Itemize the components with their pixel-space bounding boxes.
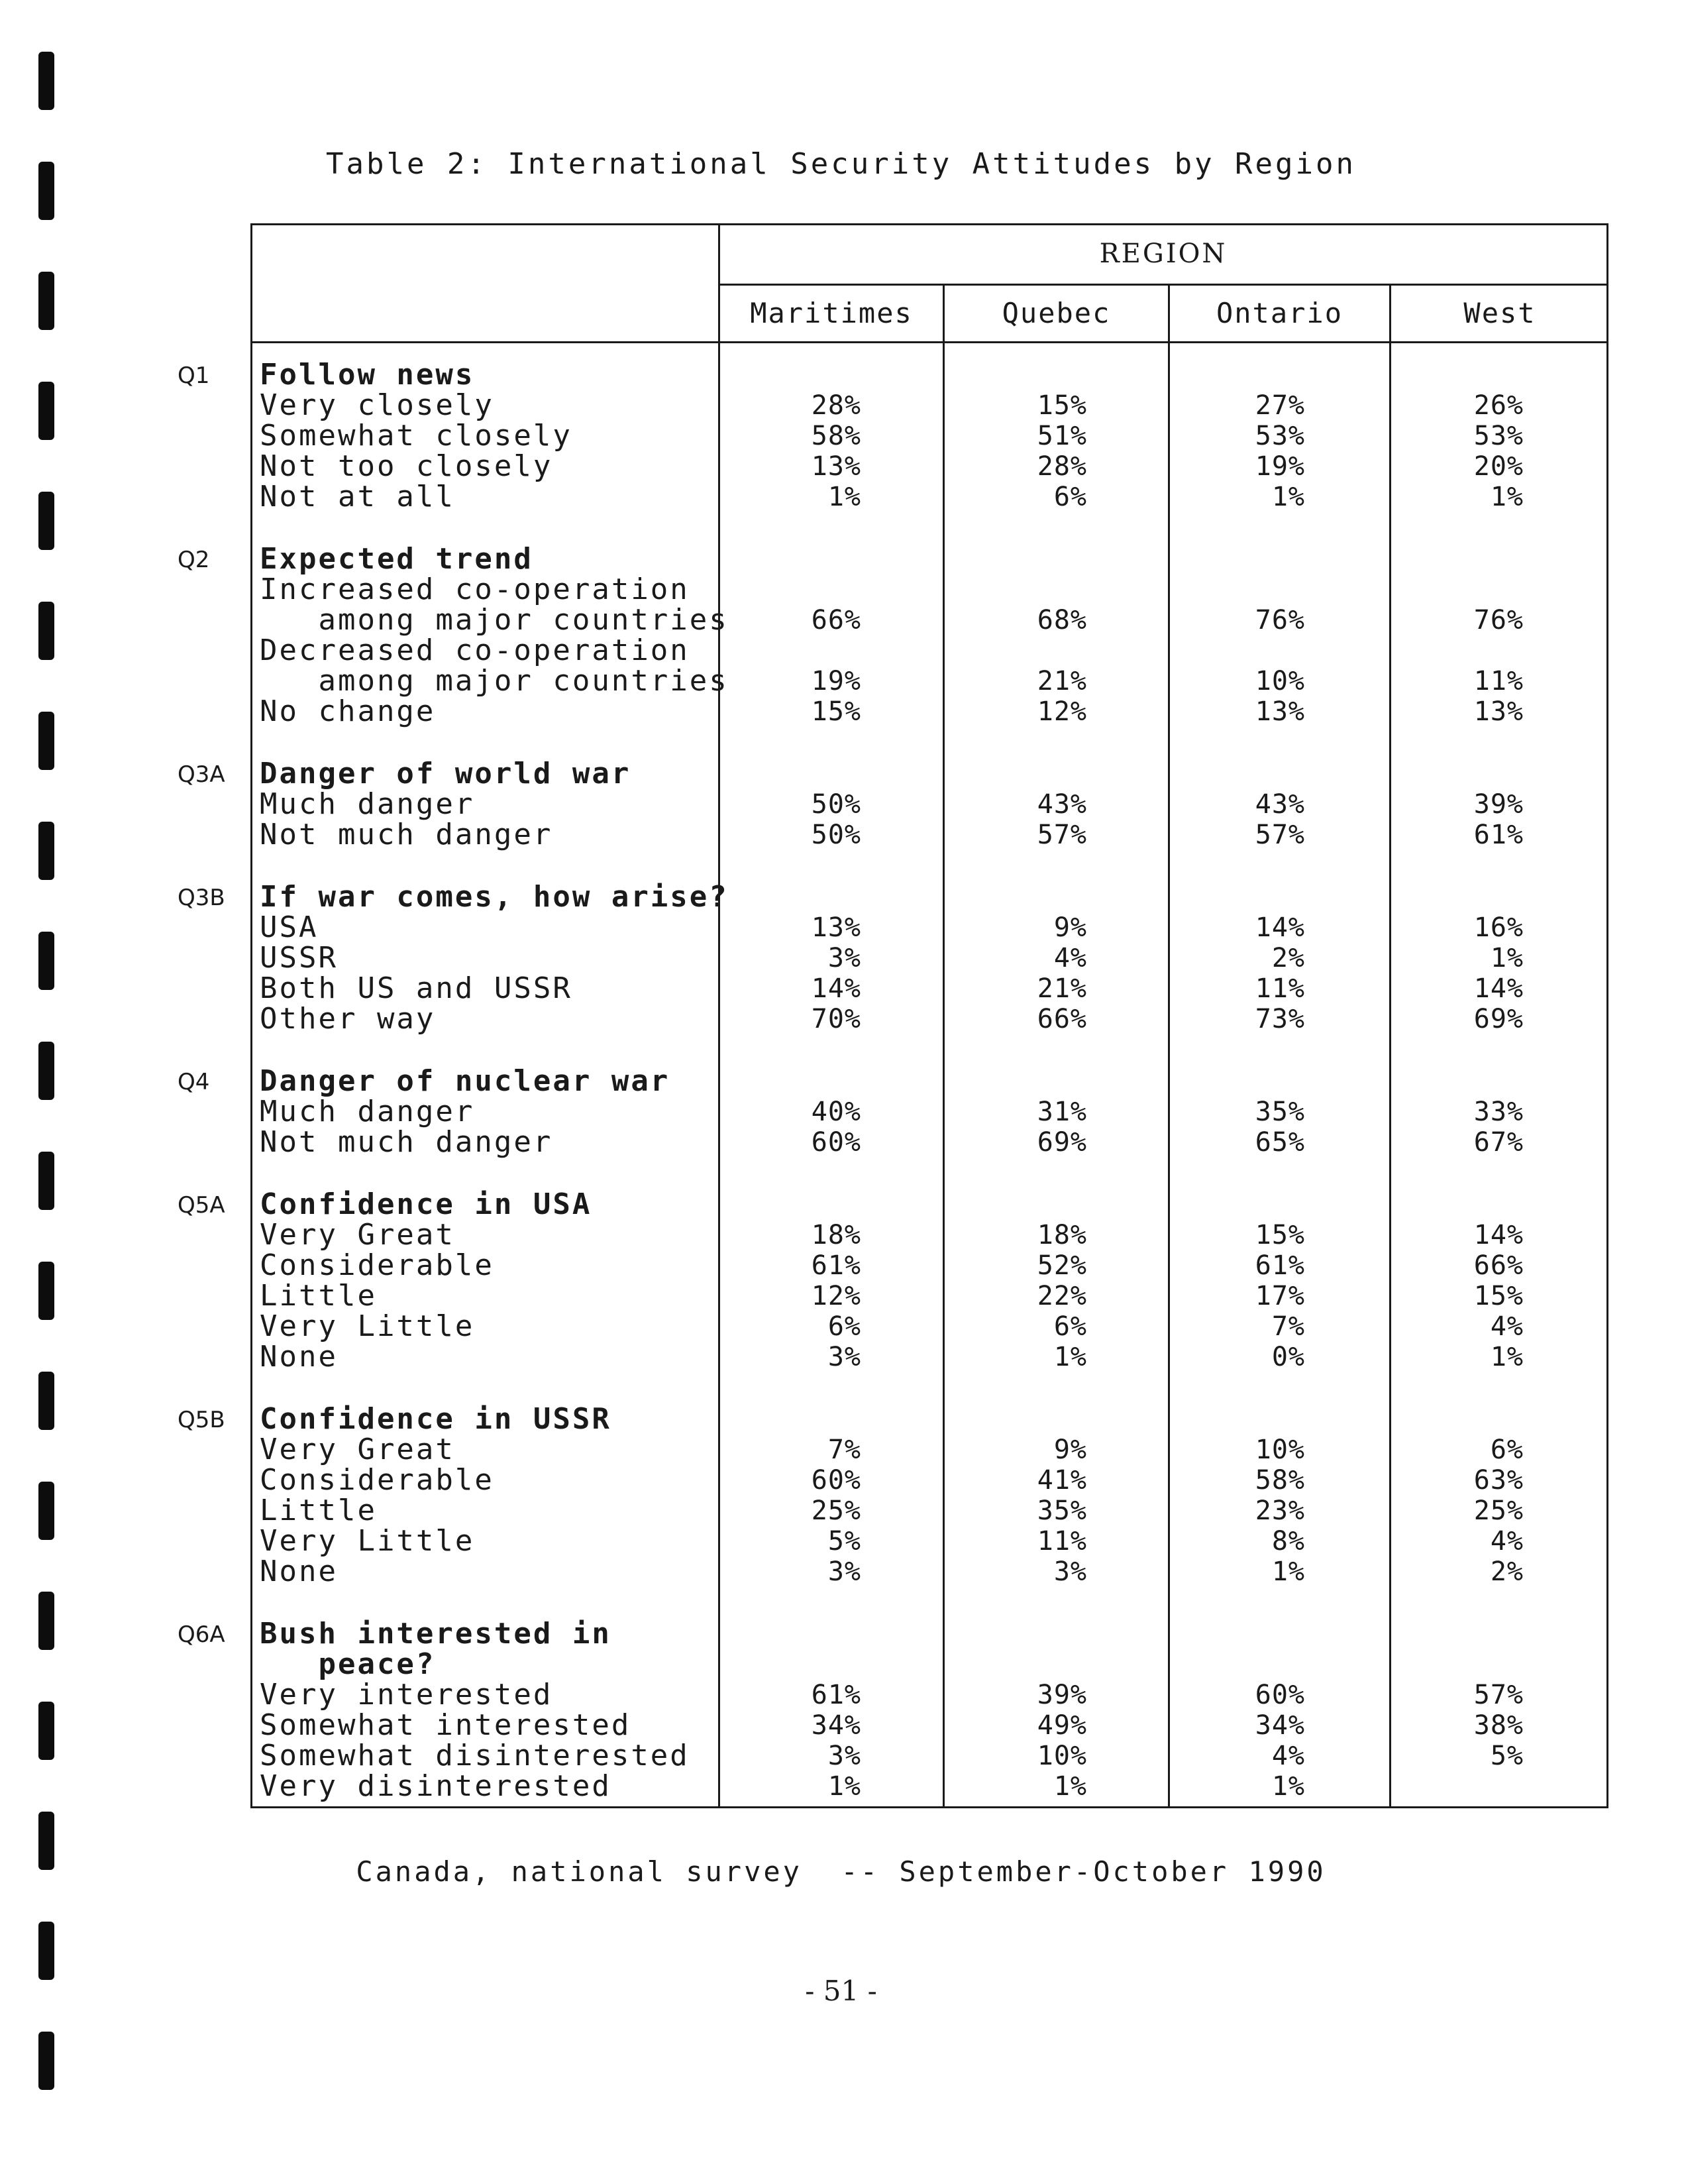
binding-hole: [38, 1262, 54, 1320]
binding-hole: [38, 712, 54, 770]
table-cell: 6%: [1053, 1311, 1087, 1342]
table-cell: 3%: [827, 943, 861, 973]
table-cell: 4%: [1490, 1526, 1524, 1556]
table-cell: 13%: [811, 912, 861, 943]
table-cell: 11%: [1473, 666, 1524, 696]
header-divider: [718, 284, 1608, 286]
table-cell: 35%: [1255, 1097, 1305, 1127]
table-cell: 61%: [811, 1680, 861, 1710]
table-cell: 3%: [1053, 1556, 1087, 1587]
table-cell: 40%: [811, 1097, 861, 1127]
table-cell: 70%: [811, 1004, 861, 1034]
section-heading: peace?: [260, 1647, 436, 1681]
table-cell: 11%: [1037, 1526, 1087, 1556]
table-cell: 69%: [1037, 1127, 1087, 1158]
survey-footnote: Canada, national survey -- September-October 1990: [356, 1855, 1326, 1888]
table-cell: 3%: [827, 1556, 861, 1587]
table-cell: 7%: [827, 1435, 861, 1465]
table-cell: 9%: [1053, 1435, 1087, 1465]
table-cell: 1%: [1490, 943, 1524, 973]
column-divider: [1168, 285, 1170, 1808]
table-cell: 1%: [827, 1771, 861, 1802]
table-cell: 19%: [811, 666, 861, 696]
table-cell: 1%: [1053, 1342, 1087, 1372]
row-label: Not too closely: [260, 449, 553, 483]
question-id: Q3B: [178, 885, 225, 911]
table-cell: 5%: [1490, 1741, 1524, 1771]
table-cell: 4%: [1271, 1741, 1305, 1771]
row-label: Considerable: [260, 1248, 494, 1282]
question-id: Q3A: [178, 761, 225, 788]
row-label: Not much danger: [260, 1125, 553, 1159]
table-cell: 66%: [1473, 1250, 1524, 1281]
table-cell: 58%: [1255, 1465, 1305, 1496]
table-cell: 63%: [1473, 1465, 1524, 1496]
section-heading: Follow news: [260, 358, 475, 392]
table-cell: 25%: [1473, 1496, 1524, 1526]
table-cell: 1%: [1053, 1771, 1087, 1802]
table-cell: 66%: [811, 605, 861, 635]
section-heading: Danger of world war: [260, 757, 631, 791]
table-cell: 35%: [1037, 1496, 1087, 1526]
row-label: USSR: [260, 941, 338, 975]
binding-hole: [38, 2032, 54, 2090]
region-heading: REGION: [1099, 239, 1228, 269]
row-label: None: [260, 1340, 338, 1374]
table-cell: 21%: [1037, 973, 1087, 1004]
page-number: - 51 -: [805, 1975, 877, 2007]
binding-hole: [38, 932, 54, 990]
table-cell: 3%: [827, 1741, 861, 1771]
table-cell: 15%: [1037, 390, 1087, 421]
row-label: Very Little: [260, 1524, 475, 1558]
binding-hole: [38, 1152, 54, 1210]
table-cell: 15%: [1255, 1220, 1305, 1250]
table-cell: 26%: [1473, 390, 1524, 421]
table-cell: 18%: [1037, 1220, 1087, 1250]
table-cell: 4%: [1053, 943, 1087, 973]
table-cell: 69%: [1473, 1004, 1524, 1034]
table-cell: 20%: [1473, 451, 1524, 482]
row-label: Much danger: [260, 1095, 475, 1128]
binding-hole: [38, 492, 54, 550]
table-cell: 12%: [811, 1281, 861, 1311]
table-cell: 31%: [1037, 1097, 1087, 1127]
column-header-ontario: Ontario: [1216, 297, 1343, 329]
table-title: Table 2: International Security Attitudes by Region: [325, 147, 1356, 181]
header-divider: [250, 341, 1608, 343]
question-id: Q5A: [178, 1192, 225, 1219]
row-label: Considerable: [260, 1463, 494, 1497]
table-cell: 10%: [1255, 666, 1305, 696]
table-cell: 14%: [1255, 912, 1305, 943]
table-cell: 10%: [1037, 1741, 1087, 1771]
row-label: Both US and USSR: [260, 971, 572, 1005]
row-label: Not at all: [260, 480, 455, 514]
row-label: among major countries: [260, 603, 729, 637]
section-heading: Confidence in USA: [260, 1187, 592, 1221]
table-cell: 1%: [1490, 482, 1524, 512]
table-cell: 6%: [1053, 482, 1087, 512]
row-label: Increased co-operation: [260, 573, 690, 606]
table-cell: 39%: [1473, 789, 1524, 820]
row-label: None: [260, 1555, 338, 1588]
table-cell: 73%: [1255, 1004, 1305, 1034]
column-divider: [943, 285, 945, 1808]
table-cell: 2%: [1271, 943, 1305, 973]
table-cell: 53%: [1473, 421, 1524, 451]
table-cell: 14%: [1473, 973, 1524, 1004]
table-cell: 10%: [1255, 1435, 1305, 1465]
table-cell: 57%: [1037, 820, 1087, 850]
row-label: Very interested: [260, 1678, 553, 1712]
table-cell: 22%: [1037, 1281, 1087, 1311]
section-heading: Danger of nuclear war: [260, 1064, 670, 1098]
table-cell: 23%: [1255, 1496, 1305, 1526]
table-cell: 0%: [1271, 1342, 1305, 1372]
table-cell: 34%: [1255, 1710, 1305, 1741]
table-cell: 57%: [1255, 820, 1305, 850]
row-label: No change: [260, 694, 436, 728]
table-cell: 38%: [1473, 1710, 1524, 1741]
table-cell: 61%: [1473, 820, 1524, 850]
table-cell: 5%: [827, 1526, 861, 1556]
table-cell: 39%: [1037, 1680, 1087, 1710]
table-cell: 51%: [1037, 421, 1087, 451]
table-cell: 76%: [1473, 605, 1524, 635]
table-cell: 12%: [1037, 696, 1087, 727]
table-cell: 61%: [811, 1250, 861, 1281]
binding-hole: [38, 602, 54, 660]
row-label: Somewhat disinterested: [260, 1739, 690, 1773]
column-header-quebec: Quebec: [1002, 297, 1111, 329]
table-cell: 60%: [811, 1465, 861, 1496]
table-cell: 60%: [1255, 1680, 1305, 1710]
table-cell: 7%: [1271, 1311, 1305, 1342]
table-cell: 50%: [811, 789, 861, 820]
binding-hole: [38, 822, 54, 880]
row-label: Somewhat closely: [260, 419, 572, 453]
table-cell: 49%: [1037, 1710, 1087, 1741]
row-label: Very Great: [260, 1433, 455, 1466]
binding-hole: [38, 1702, 54, 1760]
table-cell: 61%: [1255, 1250, 1305, 1281]
table-cell: 13%: [1255, 696, 1305, 727]
table-cell: 58%: [811, 421, 861, 451]
table-cell: 27%: [1255, 390, 1305, 421]
row-label: Decreased co-operation: [260, 633, 690, 667]
table-cell: 13%: [1473, 696, 1524, 727]
table-cell: 18%: [811, 1220, 861, 1250]
table-cell: 14%: [1473, 1220, 1524, 1250]
table-cell: 15%: [811, 696, 861, 727]
table-cell: 66%: [1037, 1004, 1087, 1034]
row-label: Not much danger: [260, 818, 553, 851]
table-cell: 76%: [1255, 605, 1305, 635]
row-label: Other way: [260, 1002, 436, 1036]
table-cell: 50%: [811, 820, 861, 850]
table-cell: 17%: [1255, 1281, 1305, 1311]
table-cell: 4%: [1490, 1311, 1524, 1342]
section-heading: If war comes, how arise?: [260, 880, 729, 914]
table-cell: 1%: [827, 482, 861, 512]
binding-hole: [38, 52, 54, 110]
table-cell: 34%: [811, 1710, 861, 1741]
section-heading: Bush interested in: [260, 1617, 611, 1651]
table-cell: 3%: [827, 1342, 861, 1372]
section-heading: Confidence in USSR: [260, 1402, 611, 1436]
table-cell: 57%: [1473, 1680, 1524, 1710]
column-divider: [718, 223, 720, 1808]
table-cell: 33%: [1473, 1097, 1524, 1127]
question-id: Q1: [178, 362, 210, 389]
table-cell: 6%: [827, 1311, 861, 1342]
row-label: Little: [260, 1494, 377, 1527]
column-divider: [1389, 285, 1391, 1808]
question-id: Q2: [178, 547, 210, 573]
binding-hole: [38, 382, 54, 440]
binding-hole: [38, 1592, 54, 1650]
table-cell: 1%: [1490, 1342, 1524, 1372]
binding-hole: [38, 1372, 54, 1430]
table-cell: 43%: [1255, 789, 1305, 820]
table-cell: 67%: [1473, 1127, 1524, 1158]
question-id: Q6A: [178, 1621, 225, 1648]
table-cell: 11%: [1255, 973, 1305, 1004]
table-cell: 13%: [811, 451, 861, 482]
table-cell: 21%: [1037, 666, 1087, 696]
column-header-west: West: [1463, 297, 1536, 329]
column-header-maritimes: Maritimes: [750, 297, 913, 329]
table-cell: 65%: [1255, 1127, 1305, 1158]
table-cell: 15%: [1473, 1281, 1524, 1311]
binding-hole: [38, 272, 54, 330]
table-cell: 53%: [1255, 421, 1305, 451]
table-cell: 28%: [811, 390, 861, 421]
row-label: Very disinterested: [260, 1769, 611, 1803]
row-label: Somewhat interested: [260, 1708, 631, 1742]
table-cell: 43%: [1037, 789, 1087, 820]
section-heading: Expected trend: [260, 542, 533, 576]
table-cell: 2%: [1490, 1556, 1524, 1587]
table-cell: 28%: [1037, 451, 1087, 482]
question-id: Q5B: [178, 1407, 225, 1433]
row-label: Much danger: [260, 787, 475, 821]
table-cell: 14%: [811, 973, 861, 1004]
binding-hole: [38, 1922, 54, 1980]
row-label: Little: [260, 1279, 377, 1313]
row-label: Very closely: [260, 388, 494, 422]
table-cell: 16%: [1473, 912, 1524, 943]
table-cell: 41%: [1037, 1465, 1087, 1496]
table-cell: 52%: [1037, 1250, 1087, 1281]
row-label: USA: [260, 910, 319, 944]
table-cell: 1%: [1271, 482, 1305, 512]
row-label: among major countries: [260, 664, 729, 698]
table-cell: 60%: [811, 1127, 861, 1158]
binding-hole: [38, 1482, 54, 1540]
row-label: Very Great: [260, 1218, 455, 1252]
row-label: Very Little: [260, 1309, 475, 1343]
table-cell: 1%: [1271, 1771, 1305, 1802]
table-cell: 8%: [1271, 1526, 1305, 1556]
binding-hole: [38, 1042, 54, 1100]
table-cell: 19%: [1255, 451, 1305, 482]
table-cell: 1%: [1271, 1556, 1305, 1587]
table-cell: 25%: [811, 1496, 861, 1526]
table-cell: 9%: [1053, 912, 1087, 943]
table-cell: 68%: [1037, 605, 1087, 635]
question-id: Q4: [178, 1069, 210, 1095]
table-cell: 6%: [1490, 1435, 1524, 1465]
